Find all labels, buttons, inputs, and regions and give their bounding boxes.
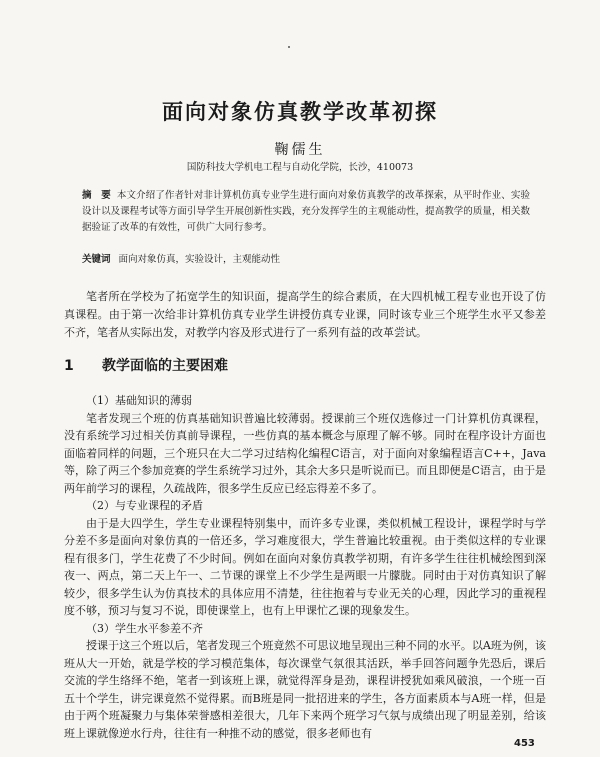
subsection-paragraph: 笔者发现三个班的仿真基础知识普遍比较薄弱。授课前三个班仅选修过一门计算机仿真课程，没有系统学习过相关仿真前导课程，一些仿真的基本概念与原理了解不够。同时在程序设计方面也面临着同样的问题，三个班只在大二学习过结构化编程C语言，对于面向对象编程语言C++，Java等，除了两三个参加竞赛的学生系统学习过外，其余大多只是听说而已。而且即便是C语言，由于是两年前学习的课程，久疏战阵，很多学生反应已经忘得差不多了。 [64, 411, 546, 495]
abstract-text: 本文介绍了作者针对非计算机仿真专业学生进行面向对象仿真教学的改革探索，从平时作业、实验设计以及课程考试等方面引导学生开展创新性实践，充分发挥学生的主观能动性，提高教学的质量，相关数据验证了改革的有效性，可供广大同行参考。 [82, 190, 530, 233]
intro-paragraph: 笔者所在学校为了拓宽学生的知识面，提高学生的综合素质，在大四机械工程专业也开设了仿真课程。由于第一次给非计算机仿真专业学生讲授仿真专业课，同时该专业三个班学生水平又参差不齐，笔者从实际出发，对教学内容及形式进行了一系列有益的改革尝试。 [64, 290, 546, 339]
section-heading [64, 355, 546, 375]
author-affiliation: 国防科技大学机电工程与自动化学院，长沙，410073 [186, 162, 414, 173]
abstract-label: 摘 要 [82, 190, 111, 201]
subsection-paragraph: 由于是大四学生，学生专业课程特别集中，而许多专业课，类似机械工程设计，课程学时与学分差不多是面向对象仿真的一倍还多，学习难度很大，学生普遍比较重视。由于类似这样的专业课程有很多门，学生花费了不少时间。例如在面向对象仿真教学初期，有许多学生往往机械绘图到深夜一、两点，第二天上午一、二节课的课堂上不少学生是两眼一片朦胧。同时由于对仿真知识了解较少，很多学生认为仿真技术的具体应用不清楚，往往抱着与专业无关的心理，因此学习的重视程度不够，预习与复习不说，即使课堂上，也有上甲课忙乙课的现象发生。 [64, 516, 546, 617]
subsection-heading: （2）与专业课程的矛盾 [86, 499, 203, 512]
keywords-text: 面向对象仿真，实验设计，主观能动性 [118, 254, 281, 265]
subsection-heading: （1）基础知识的薄弱 [86, 394, 192, 407]
page-number: 453 [514, 738, 535, 749]
keywords-label: 关键词 [82, 254, 111, 265]
section-number: 1 [64, 358, 74, 374]
section-body [64, 392, 546, 742]
subsection-heading: （3）学生水平参差不齐 [86, 621, 203, 635]
subsection-paragraph: 授课于这三个班以后，笔者发现三个班竟然不可思议地呈现出三种不同的水平。以A班为例，该班从大一开始，就是学校的学习模范集体，每次课堂气氛很其活跃，举手回答问题争先恐后，课后交流的学生络绎不绝，笔者一到该班上课，就觉得浑身是劲，课程讲授犹如乘风破浪，一个班一百五十个学生，讲完课竟然不觉得累。而B班是同一批招进来的学生，各方面素质本与A班一样，但是由于两个班凝聚力与集体荣誉感相差很大，几年下来两个班学习气氛与成绩出现了明显差别，给该班上课就像逆水行舟，往往有一种推不动的感觉，很多老师也有 [64, 639, 546, 740]
section-title: 教学面临的主要困难 [102, 358, 228, 374]
print-speck [288, 46, 290, 48]
keywords [82, 252, 530, 268]
author-name: 鞠儒生 [274, 142, 326, 158]
paper-title: 面向对象仿真教学改革初探 [162, 100, 438, 124]
abstract [82, 188, 530, 236]
